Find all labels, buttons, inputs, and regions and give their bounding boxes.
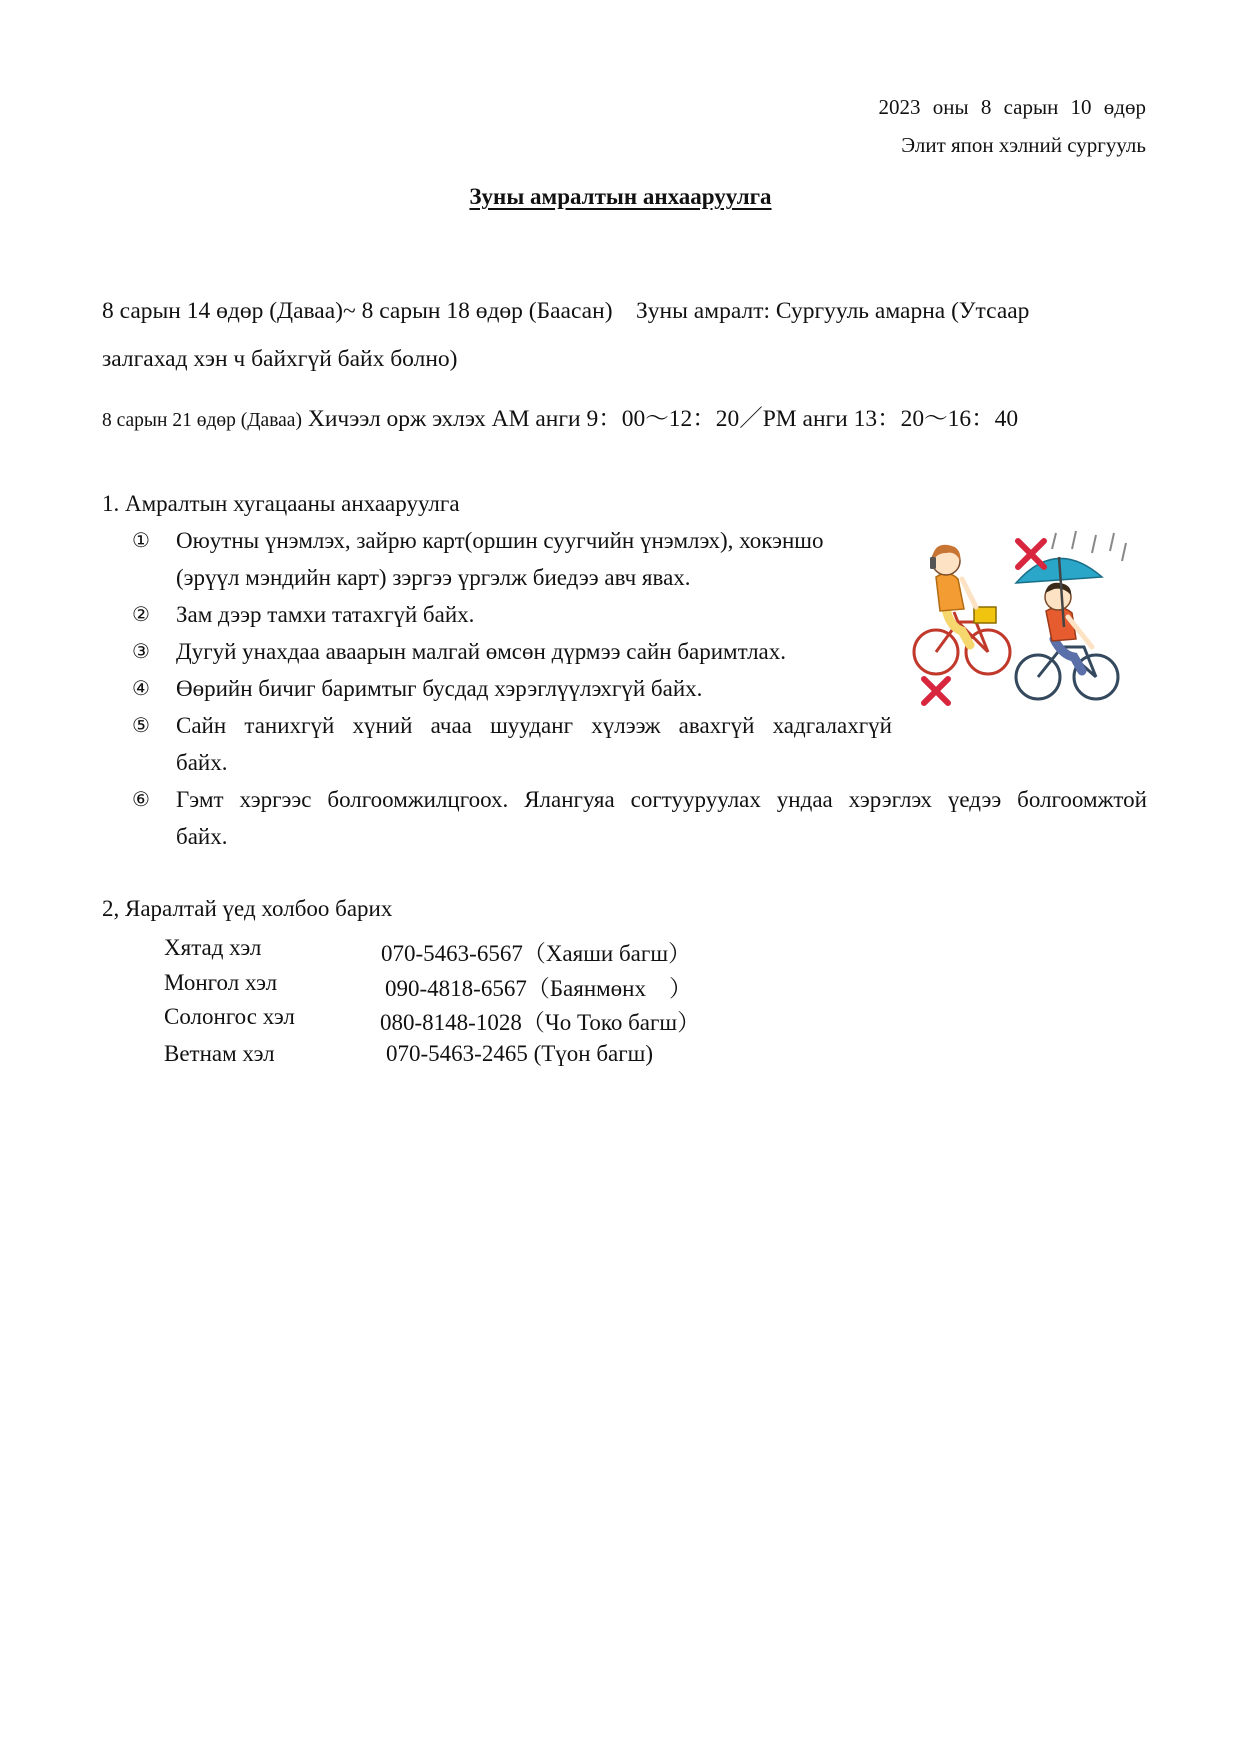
schedule-line-3 [102,399,1018,433]
item-number: ③ [132,639,150,663]
contact-language: Солонгос хэл [164,1004,295,1029]
bicycle-safety-illustration [906,527,1136,717]
item-text-continued: байх. [176,824,228,849]
document-date: 2023 оны 8 сарын 10 өдөр [878,95,1146,119]
item-number: ⑥ [132,787,150,811]
contact-language: Монгол хэл [164,970,278,995]
item-text-continued: (эрүүл мэндийн карт) зэргээ үргэлж биедээ авч явах. [176,565,691,590]
item-text: Дугуй унахдаа аваарын малгай өмсөн дүрмээ сайн баримтлах. [176,639,787,664]
item-text: Гэмт хэргээс болгоомжилцгоох. Ялангуяа согтууруулах ундаа хэрэглэх үедээ болгоомжтой [176,787,1147,812]
schedule-line-2: залгахад хэн ч байхгүй байх болно) [102,346,458,372]
item-number: ② [132,602,150,626]
rain-lines [1052,531,1126,561]
contact-language: Ветнам хэл [164,1041,275,1066]
contact-phone: 070-5463-2465 (Түон багш) [386,1041,654,1066]
cross-icon [924,679,948,703]
contact-language: Хятад хэл [164,935,262,960]
contact-phone: 080-8148-1028（Чо Токо багш） [380,1010,701,1035]
section-1-heading: 1. Амралтын хугацааны анхааруулга [102,491,460,516]
schedule-line-1: 8 сарын 14 өдөр (Даваа)~ 8 сарын 18 өдөр (Баасан) Зуны амралт: Сургууль амарна (Утсаар [102,298,1030,324]
item-text-continued: байх. [176,750,228,775]
classes-start-times: Хичээл орж эхлэх AM анги 9：00～12：20／PM анги 13：20～16：40 [301,406,1019,432]
document-title: Зуны амралтын анхааруулга [469,184,772,209]
item-number: ④ [132,676,150,700]
school-name: Элит япон хэлний сургууль [901,133,1146,157]
classes-start-date: 8 сарын 21 өдөр (Даваа) [102,410,302,431]
contact-phone: 070-5463-6567（Хаяши багш） [381,941,692,966]
girl-with-phone-on-bike [914,545,1010,674]
contact-phone: 090-4818-6567（Баянмөнх ） [385,976,692,1001]
item-number: ⑤ [132,713,150,737]
section-2-heading: 2, Яаралтай үед холбоо барих [102,896,393,921]
cross-icon [1018,541,1044,567]
item-number: ① [132,528,150,552]
item-text: Өөрийн бичиг баримтыг бусдад хэрэглүүлэхгүй байх. [176,676,703,701]
item-text: Оюутны үнэмлэх, зайрю карт(оршин суугчийн үнэмлэх), хокэншо [176,528,824,553]
item-text: Зам дээр тамхи татахгүй байх. [176,602,475,627]
item-text: Сайн танихгүй хүний ачаа шууданг хүлээж авахгүй хадгалахгүй [176,713,892,738]
